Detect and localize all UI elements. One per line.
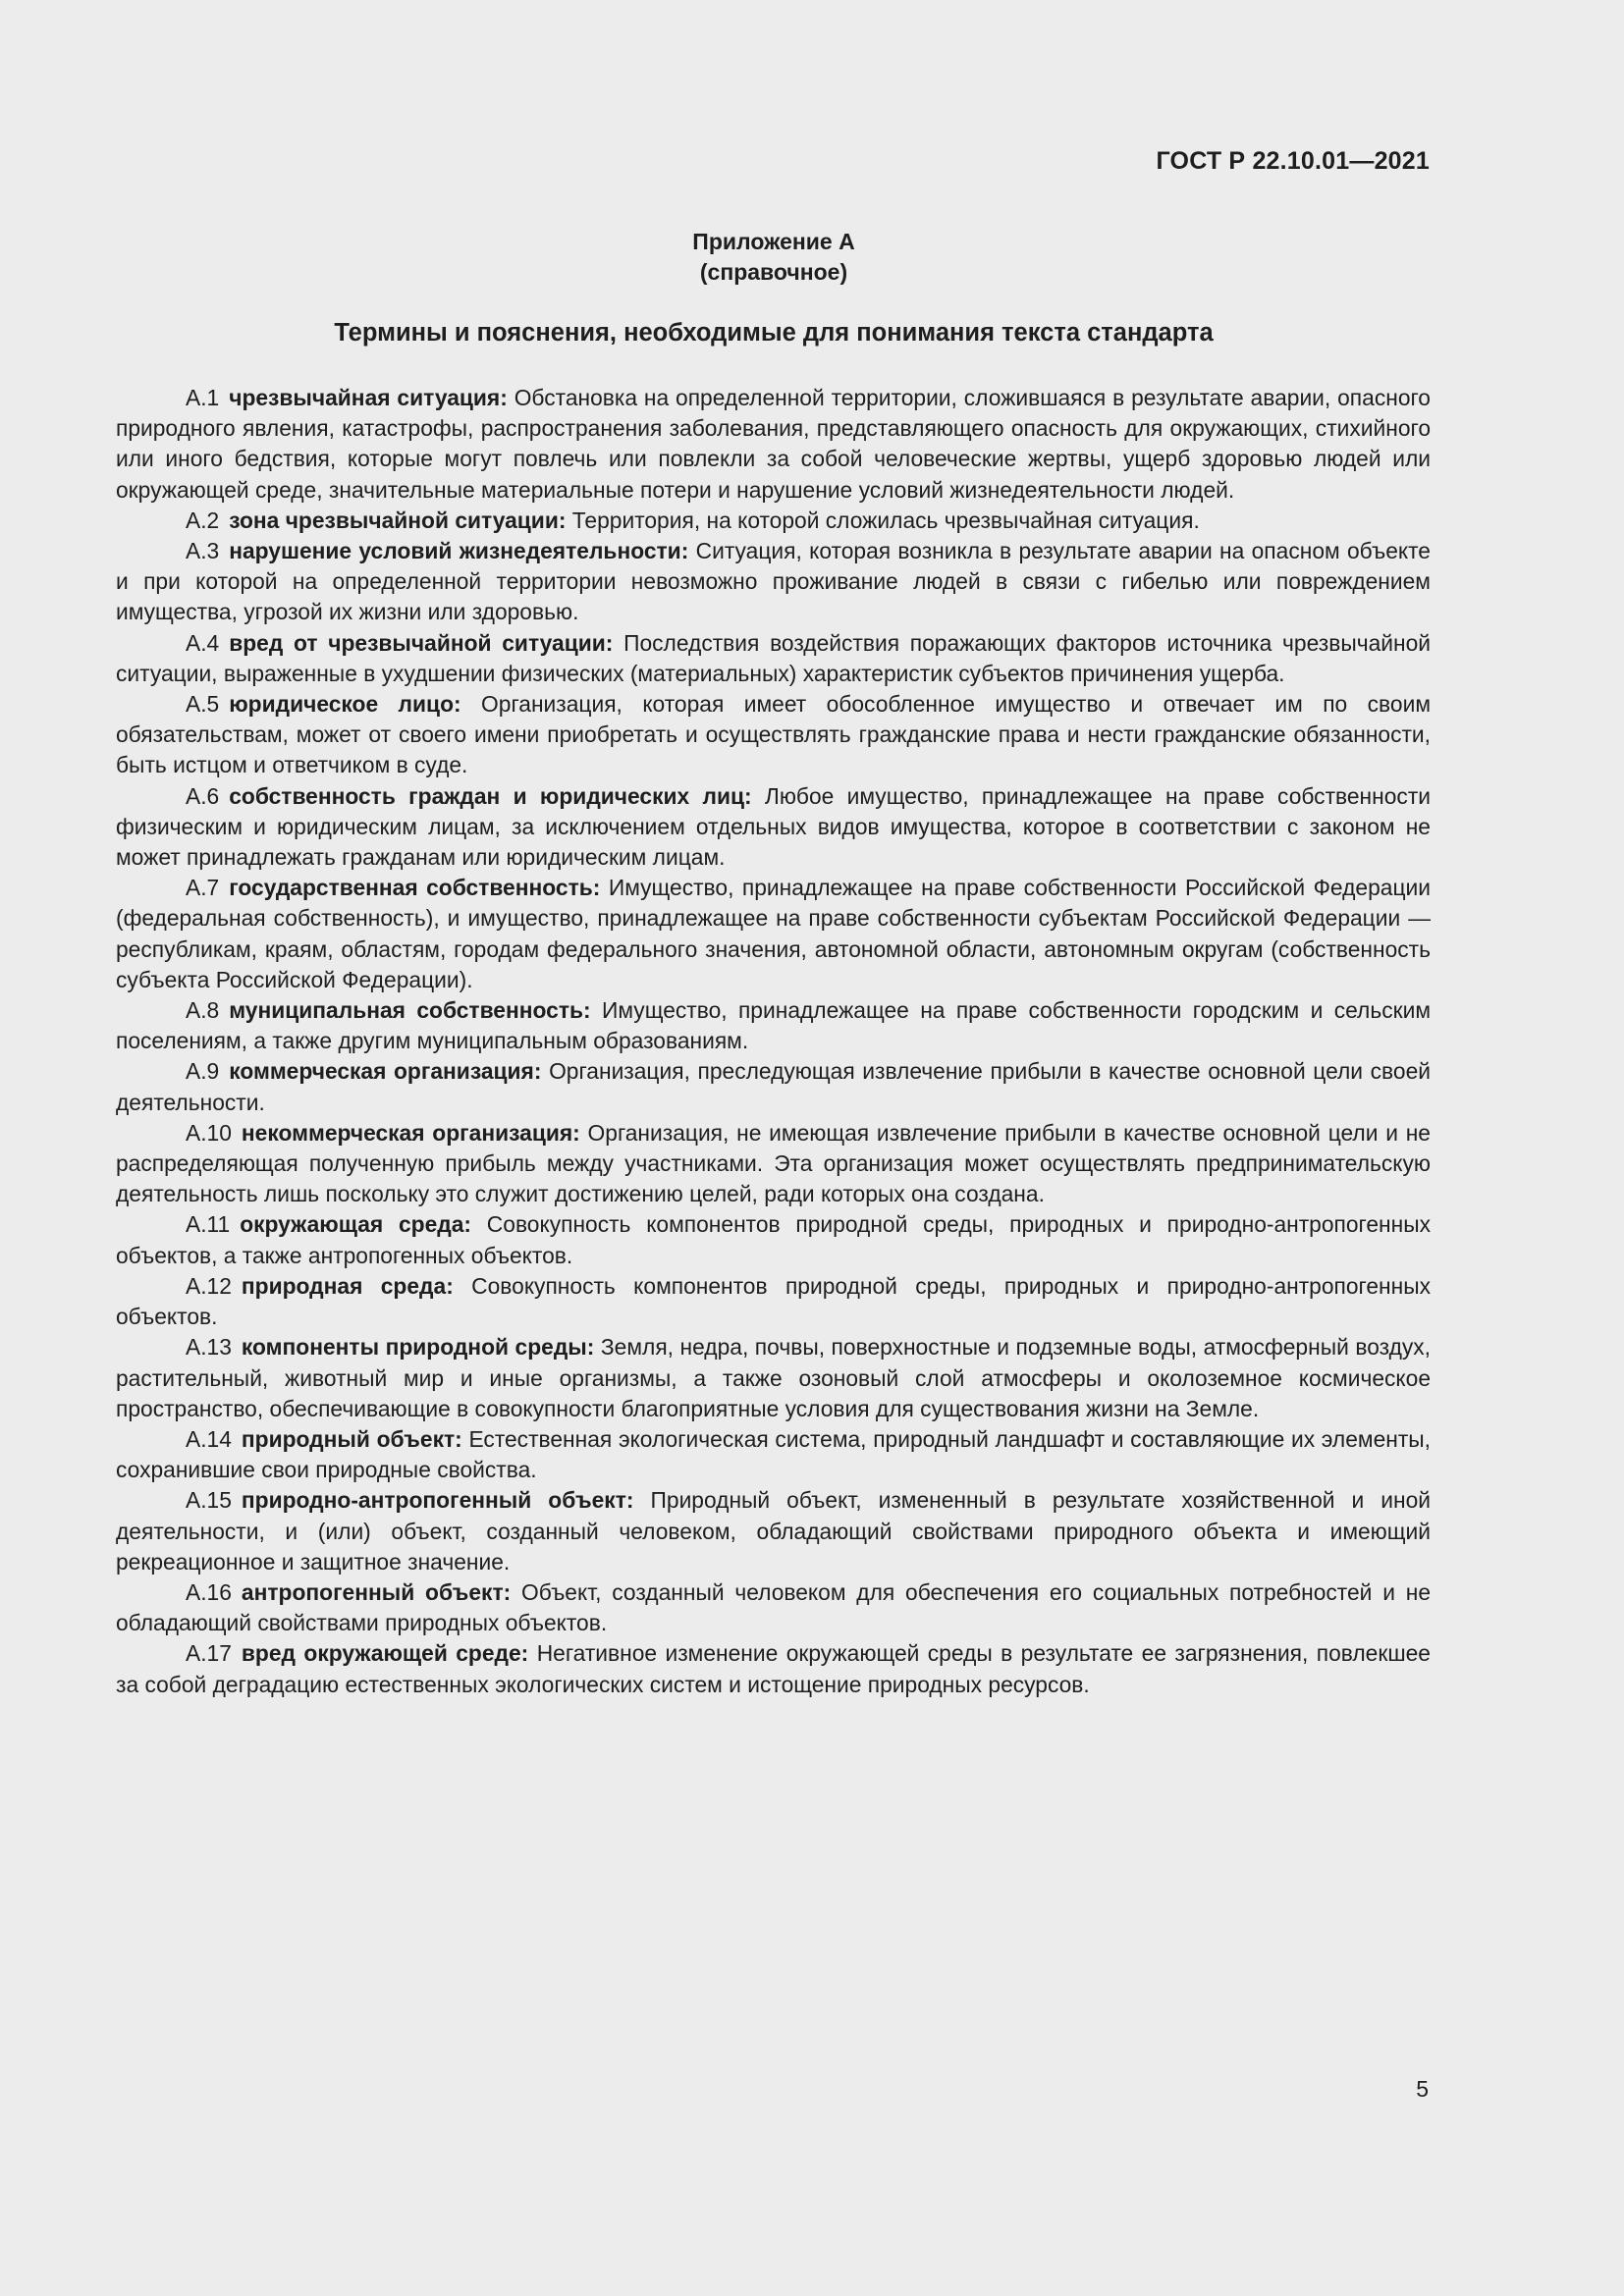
term-name: коммерческая организация: <box>229 1058 542 1085</box>
term-entry <box>116 995 1431 1056</box>
term-definition: Последствия воздействия поражающих факторов источника чрезвычайной ситуации, выраженные в ухудшении физических (материальных) характеристик субъектов причинения ущерба. <box>116 629 1431 686</box>
term-definition: Организация, преследующая извлечение прибыли в качестве основной цели своей деятельности. <box>116 1058 1432 1115</box>
term-number: А.1 <box>186 385 220 410</box>
term-name: природный объект: <box>241 1425 462 1452</box>
annex-title: Приложение А <box>692 229 855 254</box>
term-entry <box>116 873 1431 995</box>
term-number: А.2 <box>186 507 220 533</box>
term-number: А.15 <box>186 1487 232 1514</box>
term-number: А.16 <box>186 1578 232 1605</box>
term-name: природно-антропогенный объект: <box>241 1487 634 1514</box>
term-entry <box>116 383 1431 506</box>
term-name: вред окружающей среде: <box>241 1640 529 1667</box>
term-entry <box>116 1118 1431 1210</box>
term-entry <box>116 781 1431 874</box>
term-entry <box>116 1271 1431 1332</box>
term-number: А.10 <box>186 1119 232 1146</box>
term-definition: Совокупность компонентов природной среды, природных и природно-антропогенных объектов, а также антропогенных объектов. <box>116 1211 1432 1268</box>
term-number: А.12 <box>186 1272 232 1299</box>
page-number: 5 <box>1416 2076 1429 2102</box>
term-name: природная среда: <box>241 1272 454 1299</box>
annex-status: (справочное) <box>699 259 848 285</box>
term-entry <box>116 536 1431 628</box>
term-definition: Обстановка на определенной территории, сложившаяся в результате аварии, опасного природного явления, катастрофы, распространения заболевания, представляющего опасность для окружающих, стихийного или иного бедствия, которые могут повлечь или повлекли за собой человеческие жертвы, ущерб здоровью людей или окружающей среде, значительные материальные потери и нарушение условий жизнедеятельности людей. <box>116 385 1431 503</box>
term-number: А.5 <box>186 691 220 718</box>
term-number: А.3 <box>186 538 220 564</box>
terms-list <box>116 383 1431 1700</box>
term-entry <box>116 506 1431 536</box>
term-number: А.17 <box>186 1640 232 1667</box>
term-definition: Совокупность компонентов природной среды, природных и природно-антропогенных объектов. <box>116 1272 1431 1330</box>
term-entry <box>116 1638 1431 1699</box>
term-name: чрезвычайная ситуация: <box>229 385 508 410</box>
term-entry <box>116 1056 1431 1117</box>
term-entry <box>116 1332 1431 1424</box>
term-definition: Негативное изменение окружающей среды в результате ее загрязнения, повлекшее за собой деградацию естественных экологических систем и истощение природных ресурсов. <box>116 1640 1431 1697</box>
term-definition: Объект, созданный человеком для обеспечения его социальных потребностей и не обладающий свойствами природных объектов. <box>116 1578 1431 1636</box>
term-number: А.7 <box>186 875 220 901</box>
term-name: государственная собственность: <box>229 875 601 901</box>
annex-heading <box>0 227 1547 288</box>
term-definition: Естественная экологическая система, природный ландшафт и составляющие их элементы, сохранившие свои природные свойства. <box>116 1425 1431 1483</box>
term-definition: Природный объект, измененный в результате хозяйственной и иной деятельности, и (или) объект, созданный человеком, обладающий свойствами природного объекта и имеющий рекреационное и защитное значение. <box>116 1487 1431 1575</box>
term-definition: Организация, которая имеет обособленное имущество и отвечает им по своим обязательствам, может от своего имени приобретать и осуществлять гражданские права и нести гражданские обязанности, быть истцом и ответчиком в суде. <box>116 691 1431 778</box>
term-number: А.8 <box>186 997 220 1024</box>
term-definition: Имущество, принадлежащее на праве собственности Российской Федерации (федеральная собственность), и имущество, принадлежащее на праве собственности субъектам Российской Федерации — республикам, краям, областям, городам федерального значения, автономной области, автономным округам (собственность субъекта Российской Федерации). <box>116 875 1431 992</box>
term-entry <box>116 1577 1431 1638</box>
term-name: собственность граждан и юридических лиц: <box>229 782 752 809</box>
term-number: А.11 <box>186 1211 231 1238</box>
term-definition: Земля, недра, почвы, поверхностные и подземные воды, атмосферный воздух, растительный, животный мир и иные организмы, а также озоновый слой атмосферы и околоземное космическое пространство, обеспечивающие в совокупности благоприятные условия для существования жизни на Земле. <box>116 1334 1431 1421</box>
term-name: антропогенный объект: <box>241 1578 512 1605</box>
term-name: некоммерческая организация: <box>241 1119 580 1146</box>
term-number: А.14 <box>186 1425 232 1452</box>
section-title: Термины и пояснения, необходимые для понимания текста стандарта <box>334 319 1214 347</box>
term-entry <box>116 1485 1431 1577</box>
term-entry <box>116 628 1431 689</box>
term-name: окружающая среда: <box>240 1211 472 1238</box>
term-entry <box>116 1424 1431 1485</box>
term-number: А.13 <box>186 1334 232 1361</box>
term-definition: Любое имущество, принадлежащее на праве собственности физическим и юридическим лицам, за исключением отдельных видов имущества, которое в соответствии с законом не может принадлежать гражданам или юридическим лицам. <box>116 782 1431 871</box>
term-name: зона чрезвычайной ситуации: <box>229 507 567 533</box>
term-name: муниципальная собственность: <box>229 997 591 1024</box>
term-number: А.4 <box>186 629 220 656</box>
term-name: юридическое лицо: <box>229 691 461 718</box>
term-entry <box>116 1209 1431 1270</box>
term-name: вред от чрезвычайной ситуации: <box>229 629 614 656</box>
term-number: А.6 <box>186 782 220 809</box>
term-name: компоненты природной среды: <box>241 1334 595 1361</box>
term-number: А.9 <box>186 1058 220 1085</box>
term-definition: Территория, на которой сложилась чрезвычайная ситуация. <box>571 507 1200 533</box>
term-definition: Организация, не имеющая извлечение прибыли в качестве основной цели и не распределяющая полученную прибыль между участниками. Эта организация может осуществлять предпринимательскую деятельность лишь поскольку это служит достижению целей, ради которых она создана. <box>116 1119 1431 1207</box>
term-name: нарушение условий жизнедеятельности: <box>229 538 689 564</box>
term-definition: Имущество, принадлежащее на праве собственности городским и сельским поселениям, а также другим муниципальным образованиям. <box>116 997 1431 1054</box>
document-code: ГОСТ Р 22.10.01—2021 <box>1156 147 1430 175</box>
term-entry <box>116 689 1431 781</box>
term-definition: Ситуация, которая возникла в результате аварии на опасном объекте и при которой на определенной территории невозможно проживание людей в связи с гибелью или повреждением имущества, угрозой их жизни или здоровью. <box>116 538 1431 625</box>
